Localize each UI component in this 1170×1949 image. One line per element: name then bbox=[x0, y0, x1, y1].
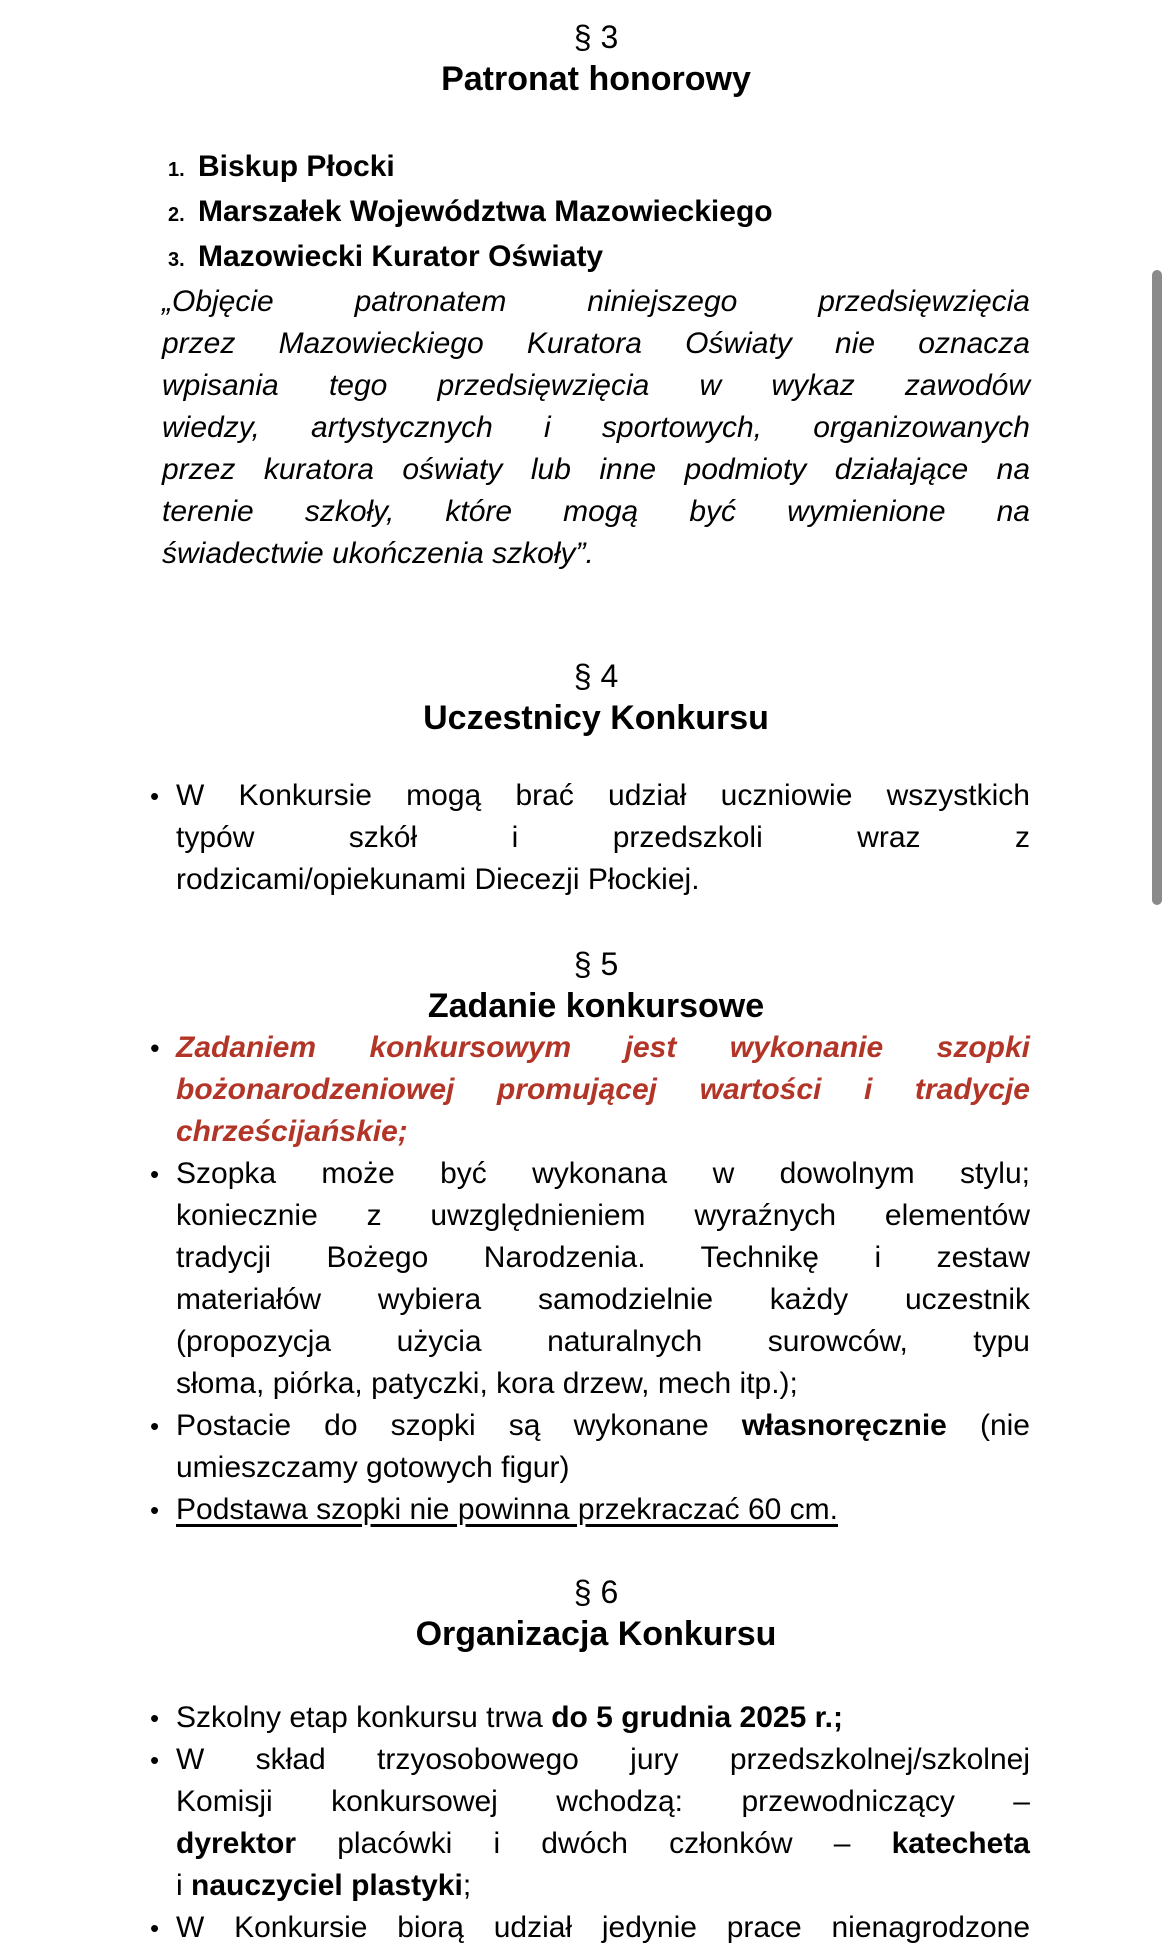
text-line bbox=[176, 1237, 1030, 1279]
bullet-item bbox=[150, 1697, 1030, 1739]
numbered-item bbox=[168, 191, 1030, 236]
text-line bbox=[176, 1781, 1030, 1823]
text-line bbox=[176, 1447, 1030, 1489]
text-segment: Podstawa szopki nie powinna przekraczać 60 cm. bbox=[176, 1493, 838, 1526]
text-segment: własnoręcznie bbox=[741, 1409, 947, 1442]
text-line bbox=[162, 323, 1030, 365]
text-segment: typów szkół i przedszkoli wraz z bbox=[176, 821, 1030, 854]
section-s4 bbox=[150, 655, 1030, 901]
paragraph-number: § 6 bbox=[573, 1574, 619, 1610]
paragraph-number: § 5 bbox=[573, 946, 619, 982]
document-body bbox=[150, 16, 1030, 1949]
section-blocks bbox=[162, 146, 1030, 575]
text-line bbox=[162, 449, 1030, 491]
text-segment: terenie szkoły, które mogą być wymienione na bbox=[162, 495, 1030, 528]
text-line bbox=[176, 817, 1030, 859]
section-s6 bbox=[150, 1571, 1030, 1949]
text-segment: placówki i dwóch członków – bbox=[296, 1827, 892, 1860]
text-segment: tradycji Bożego Narodzenia. Technikę i zestaw bbox=[176, 1241, 1030, 1274]
text-segment: słoma, piórka, patyczki, kora drzew, mech itp.); bbox=[176, 1367, 798, 1400]
text-segment: chrześcijańskie; bbox=[176, 1115, 408, 1148]
paragraph-number: § 4 bbox=[573, 658, 619, 694]
scrollbar-thumb[interactable] bbox=[1152, 270, 1162, 905]
bullet-item bbox=[150, 1489, 1030, 1531]
text-line bbox=[176, 1907, 1030, 1949]
text-segment: „Objęcie patronatem niniejszego przedsięwzięcia bbox=[162, 285, 1030, 318]
bullet-dot: • bbox=[150, 781, 160, 811]
text-line bbox=[176, 1405, 1030, 1447]
text-line bbox=[176, 1823, 1030, 1865]
text-line bbox=[162, 365, 1030, 407]
text-segment: i bbox=[176, 1869, 191, 1902]
section-title: Uczestnicy Konkursu bbox=[423, 699, 769, 737]
text-segment: (propozycja użycia naturalnych surowców, typu bbox=[176, 1325, 1030, 1358]
paragraph-number: § 3 bbox=[573, 19, 619, 55]
section-heading bbox=[162, 1571, 1030, 1655]
text-segment: przez Mazowieckiego Kuratora Oświaty nie oznacza bbox=[162, 327, 1030, 360]
text-line bbox=[176, 1279, 1030, 1321]
section-blocks bbox=[150, 775, 1030, 901]
text-line bbox=[176, 1489, 1030, 1531]
bullet-dot: • bbox=[150, 1411, 160, 1441]
section-s3 bbox=[162, 16, 1030, 575]
numbered-item bbox=[168, 236, 1030, 281]
bullet-dot: • bbox=[150, 1745, 160, 1775]
bullet-dot: • bbox=[150, 1495, 160, 1525]
paragraph bbox=[162, 281, 1030, 575]
text-segment: bożonarodzeniowej promującej wartości i tradycje bbox=[176, 1073, 1030, 1106]
section-blocks bbox=[150, 1697, 1030, 1949]
text-segment: Szkolny etap konkursu trwa bbox=[176, 1701, 552, 1734]
text-segment: świadectwie ukończenia szkoły”. bbox=[162, 537, 594, 570]
text-line bbox=[176, 1195, 1030, 1237]
text-line bbox=[176, 1321, 1030, 1363]
text-segment: przez kuratora oświaty lub inne podmioty działające na bbox=[162, 453, 1030, 486]
text-line bbox=[176, 1069, 1030, 1111]
section-title: Organizacja Konkursu bbox=[415, 1615, 777, 1653]
bullet-item bbox=[150, 1907, 1030, 1949]
text-segment: dyrektor bbox=[176, 1827, 297, 1860]
bullet-dot: • bbox=[150, 1703, 160, 1733]
text-segment: W skład trzyosobowego jury przedszkolnej/szkolnej bbox=[176, 1743, 1030, 1776]
bullet-item bbox=[150, 1027, 1030, 1153]
bullet-item bbox=[150, 775, 1030, 901]
text-segment: katecheta bbox=[891, 1827, 1030, 1860]
text-line bbox=[176, 1739, 1030, 1781]
text-line bbox=[176, 1111, 1030, 1153]
text-segment: koniecznie z uwzględnieniem wyraźnych elementów bbox=[176, 1199, 1030, 1232]
item-text: Mazowiecki Kurator Oświaty bbox=[198, 240, 604, 273]
text-line bbox=[176, 775, 1030, 817]
text-segment: (nie bbox=[946, 1409, 1030, 1442]
text-segment: nauczyciel plastyki bbox=[191, 1869, 463, 1902]
text-segment: Komisji konkursowej wchodzą: przewodniczący – bbox=[176, 1785, 1030, 1818]
item-number: 2. bbox=[168, 204, 185, 226]
numbered-item bbox=[168, 146, 1030, 191]
section-heading bbox=[162, 655, 1030, 739]
section-s5 bbox=[150, 943, 1030, 1531]
bullet-dot: • bbox=[150, 1033, 160, 1063]
item-text: Marszałek Województwa Mazowieckiego bbox=[198, 195, 773, 228]
text-line bbox=[162, 281, 1030, 323]
text-line bbox=[176, 1153, 1030, 1195]
text-line bbox=[176, 1363, 1030, 1405]
text-segment: Zadaniem konkursowym jest wykonanie szopki bbox=[176, 1031, 1030, 1064]
bullet-item bbox=[150, 1405, 1030, 1489]
section-title: Zadanie konkursowe bbox=[427, 987, 765, 1025]
bullet-item bbox=[150, 1739, 1030, 1907]
text-segment: W Konkursie mogą brać udział uczniowie wszystkich bbox=[176, 779, 1030, 812]
section-heading bbox=[162, 943, 1030, 1027]
text-segment: ; bbox=[462, 1869, 472, 1902]
text-segment: Postacie do szopki są wykonane bbox=[176, 1409, 742, 1442]
section-heading bbox=[162, 16, 1030, 100]
text-segment: W Konkursie biorą udział jedynie prace nienagrodzone bbox=[176, 1911, 1030, 1944]
text-line bbox=[162, 533, 1030, 575]
text-segment: Szopka może być wykonana w dowolnym stylu; bbox=[176, 1157, 1030, 1190]
bullet-dot: • bbox=[150, 1159, 160, 1189]
bullet-dot: • bbox=[150, 1913, 160, 1943]
text-segment: wpisania tego przedsięwzięcia w wykaz zawodów bbox=[162, 369, 1030, 402]
bullet-item bbox=[150, 1153, 1030, 1405]
text-segment: materiałów wybiera samodzielnie każdy uczestnik bbox=[176, 1283, 1030, 1316]
item-number: 1. bbox=[168, 159, 185, 181]
text-line bbox=[162, 491, 1030, 533]
text-segment: rodzicami/opiekunami Diecezji Płockiej. bbox=[176, 863, 700, 896]
text-line bbox=[162, 407, 1030, 449]
text-segment: do 5 grudnia 2025 r.; bbox=[551, 1701, 843, 1734]
section-title: Patronat honorowy bbox=[441, 60, 751, 98]
text-segment: wiedzy, artystycznych i sportowych, organizowanych bbox=[162, 411, 1030, 444]
text-line bbox=[176, 859, 1030, 901]
text-line bbox=[176, 1027, 1030, 1069]
item-number: 3. bbox=[168, 249, 185, 271]
text-segment: umieszczamy gotowych figur) bbox=[176, 1451, 570, 1484]
section-blocks bbox=[150, 1027, 1030, 1531]
item-text: Biskup Płocki bbox=[198, 150, 395, 183]
text-line bbox=[176, 1865, 1030, 1907]
numbered-list bbox=[162, 146, 1030, 281]
text-line bbox=[176, 1697, 1030, 1739]
